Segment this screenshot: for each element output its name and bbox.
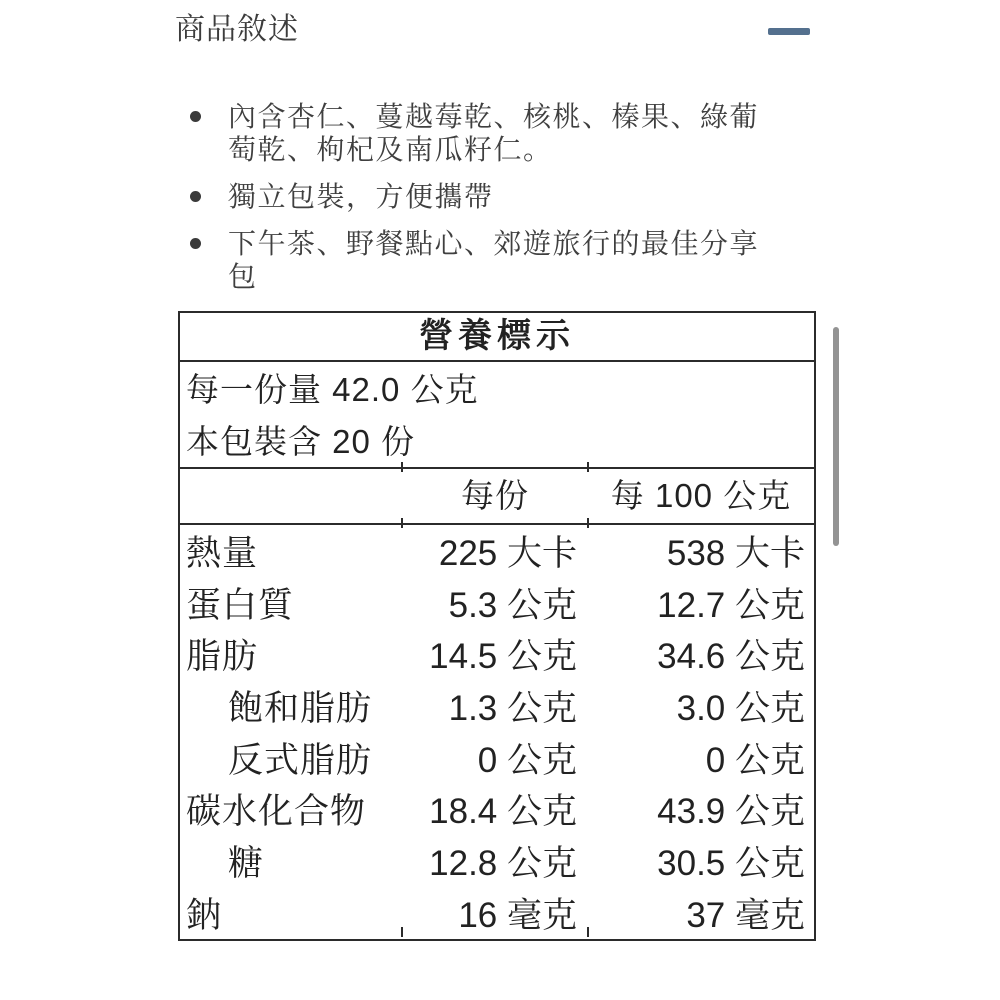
product-bullet-list (190, 100, 810, 307)
value-per-serving: 18.4 公克 (429, 792, 577, 832)
serving-info (180, 362, 814, 469)
minus-icon (768, 28, 810, 35)
nutrition-table-title: 營養標示 (180, 313, 814, 362)
nutrient-name: 熱量 (186, 533, 259, 573)
list-item (190, 180, 810, 213)
table-row (180, 577, 814, 629)
serving-size: 每一份量 42.0 公克 (186, 371, 479, 408)
value-per-serving: 1.3 公克 (448, 688, 577, 728)
column-divider-tick (587, 462, 589, 472)
column-divider-tick (401, 518, 403, 528)
column-divider-tick (587, 518, 589, 528)
value-per-serving: 14.5 公克 (429, 637, 577, 677)
list-item (190, 100, 810, 166)
value-per-100g: 3.0 公克 (676, 688, 805, 728)
nutrient-name: 糖 (228, 843, 265, 883)
nutrient-name: 蛋白質 (186, 585, 295, 625)
value-per-serving: 0 公克 (477, 740, 577, 780)
value-per-serving: 5.3 公克 (448, 585, 577, 625)
value-per-100g: 12.7 公克 (657, 585, 805, 625)
nutrition-rows (180, 525, 814, 939)
nutrient-name: 飽和脂肪 (228, 688, 373, 728)
column-header-per-serving: 每份 (461, 477, 529, 514)
value-per-100g: 0 公克 (705, 740, 805, 780)
value-per-100g: 538 大卡 (666, 533, 805, 573)
list-item (190, 227, 810, 293)
nutrient-name: 鈉 (186, 895, 223, 935)
table-row (180, 628, 814, 680)
bullet-text: 獨立包裝，方便攜帶 (228, 181, 494, 212)
table-row (180, 887, 814, 939)
page-title: 商品敘述 (175, 13, 299, 46)
column-divider-tick (587, 927, 589, 937)
section-header[interactable] (175, 12, 810, 48)
servings-per-pack: 本包裝含 20 份 (186, 423, 416, 460)
nutrient-name: 脂肪 (186, 637, 259, 677)
column-divider-tick (401, 462, 403, 472)
bullet-dot-icon (190, 238, 201, 249)
value-per-serving: 225 大卡 (438, 533, 577, 573)
nutrient-name: 反式脂肪 (228, 740, 373, 780)
table-row (180, 525, 814, 577)
table-row (180, 732, 814, 784)
value-per-serving: 12.8 公克 (429, 843, 577, 883)
nutrition-table (178, 311, 816, 941)
bullet-text: 內含杏仁、蔓越莓乾、核桃、榛果、綠葡萄乾、枸杞及南瓜籽仁。 (228, 101, 760, 165)
scrollbar-thumb[interactable] (833, 327, 839, 546)
value-per-100g: 34.6 公克 (657, 637, 805, 677)
column-divider-tick (401, 927, 403, 937)
nutrient-name: 碳水化合物 (186, 792, 367, 832)
bullet-text: 下午茶、野餐點心、郊遊旅行的最佳分享包 (228, 228, 760, 292)
table-row (180, 680, 814, 732)
column-header-row (180, 469, 814, 525)
table-row (180, 783, 814, 835)
value-per-100g: 43.9 公克 (657, 792, 805, 832)
table-row (180, 835, 814, 887)
value-per-100g: 37 毫克 (686, 895, 805, 935)
value-per-serving: 16 毫克 (458, 895, 577, 935)
value-per-100g: 30.5 公克 (657, 843, 805, 883)
column-header-per-100g: 每 100 公克 (610, 477, 792, 514)
bullet-dot-icon (190, 191, 201, 202)
collapse-section-button[interactable] (768, 28, 810, 35)
bullet-dot-icon (190, 111, 201, 122)
